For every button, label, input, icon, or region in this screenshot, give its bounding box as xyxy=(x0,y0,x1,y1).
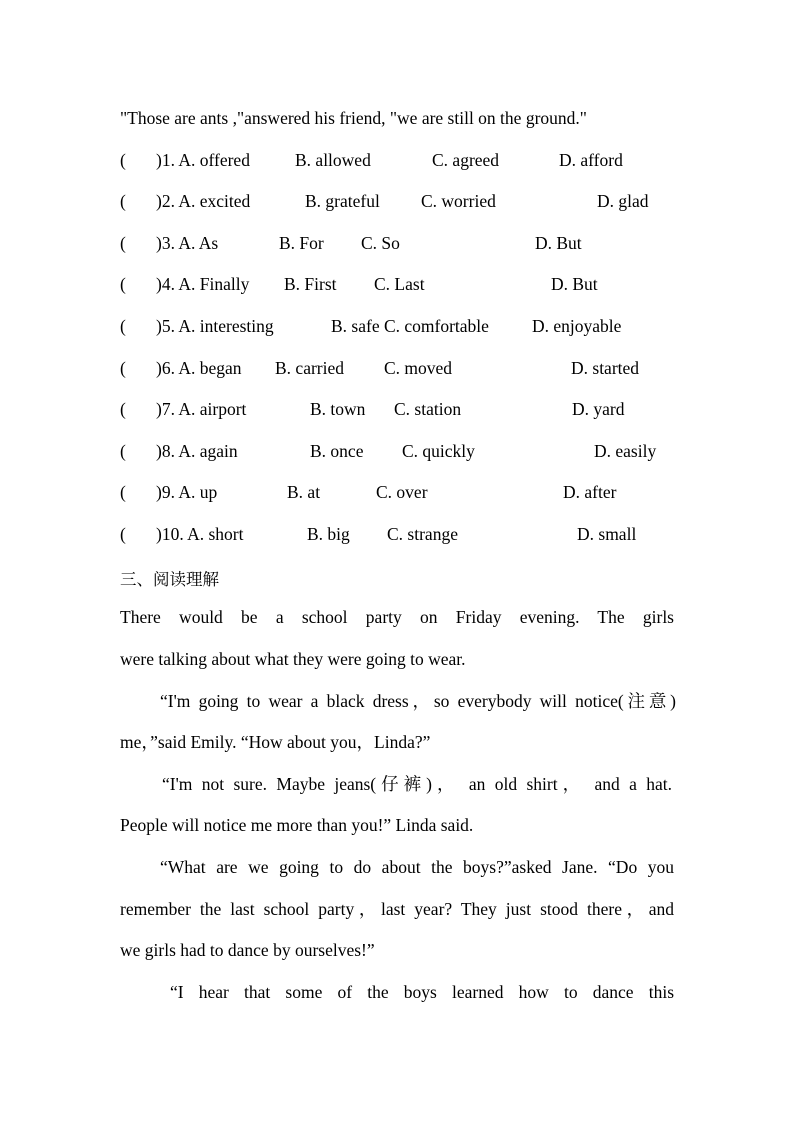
paragraph-line: “I hear that some of the boys learned how to dance this xyxy=(170,982,674,1002)
option-b: B. at xyxy=(287,482,321,502)
option-d: D. afford xyxy=(559,150,623,170)
answer-paren: ( xyxy=(120,399,126,419)
option-a: )5. A. interesting xyxy=(156,316,274,336)
option-d: D. after xyxy=(563,482,617,502)
paragraph-line: “I'm going to wear a black dress，so everybody will notice(注意) xyxy=(160,691,676,711)
paragraph-line: “I'm not sure. Maybe jeans(仔裤)， an old shirt， and a hat. xyxy=(162,774,672,794)
paragraph-line: There would be a school party on Friday evening. The girls xyxy=(120,607,674,627)
answer-paren: ( xyxy=(120,274,126,294)
option-c: C. agreed xyxy=(432,150,500,170)
option-b: B. safe C. comfortable xyxy=(331,316,489,336)
option-c: C. worried xyxy=(421,191,496,211)
option-a: )1. A. offered xyxy=(156,150,250,170)
option-b: B. carried xyxy=(275,358,344,378)
paragraph-line: we girls had to dance by ourselves!” xyxy=(120,940,375,960)
option-a: )3. A. As xyxy=(156,233,219,253)
option-d: D. But xyxy=(551,274,598,294)
option-a: )10. A. short xyxy=(156,524,244,544)
answer-paren: ( xyxy=(120,150,126,170)
option-b: B. allowed xyxy=(295,150,371,170)
answer-paren: ( xyxy=(120,524,126,544)
option-d: D. enjoyable xyxy=(532,316,622,336)
option-b: B. big xyxy=(307,524,350,544)
intro-line: "Those are ants ,"answered his friend, "we are still on the ground." xyxy=(120,108,587,128)
option-c: C. quickly xyxy=(402,441,475,461)
paragraph-line: “What are we going to do about the boys?”asked Jane. “Do you xyxy=(160,857,674,877)
option-b: B. once xyxy=(310,441,364,461)
option-a: )4. A. Finally xyxy=(156,274,250,294)
answer-paren: ( xyxy=(120,358,126,378)
option-c: C. strange xyxy=(387,524,458,544)
option-a: )9. A. up xyxy=(156,482,218,502)
option-c: C. Last xyxy=(374,274,425,294)
option-b: B. town xyxy=(310,399,366,419)
paragraph-line: remember the last school party，last year? They just stood there，and xyxy=(120,899,674,919)
option-d: D. But xyxy=(535,233,582,253)
option-d: D. small xyxy=(577,524,637,544)
option-a: )7. A. airport xyxy=(156,399,247,419)
option-a: )2. A. excited xyxy=(156,191,251,211)
option-c: C. station xyxy=(394,399,462,419)
answer-paren: ( xyxy=(120,482,126,502)
answer-paren: ( xyxy=(120,441,126,461)
option-b: B. First xyxy=(284,274,337,294)
option-b: B. grateful xyxy=(305,191,380,211)
option-c: C. So xyxy=(361,233,400,253)
paragraph-line: People will notice me more than you!” Linda said. xyxy=(120,815,474,835)
option-d: D. yard xyxy=(572,399,625,419)
option-b: B. For xyxy=(279,233,324,253)
option-d: D. glad xyxy=(597,191,649,211)
answer-paren: ( xyxy=(120,233,126,253)
option-a: )8. A. again xyxy=(156,441,238,461)
answer-paren: ( xyxy=(120,316,126,336)
paragraph-line: were talking about what they were going to wear. xyxy=(120,649,466,669)
option-c: C. moved xyxy=(384,358,453,378)
section-heading: 三、阅读理解 xyxy=(120,570,219,589)
answer-paren: ( xyxy=(120,191,126,211)
option-a: )6. A. began xyxy=(156,358,242,378)
option-d: D. easily xyxy=(594,441,657,461)
paragraph-line: me，”said Emily. “How about you，Linda?” xyxy=(120,732,431,752)
option-d: D. started xyxy=(571,358,640,378)
option-c: C. over xyxy=(376,482,428,502)
